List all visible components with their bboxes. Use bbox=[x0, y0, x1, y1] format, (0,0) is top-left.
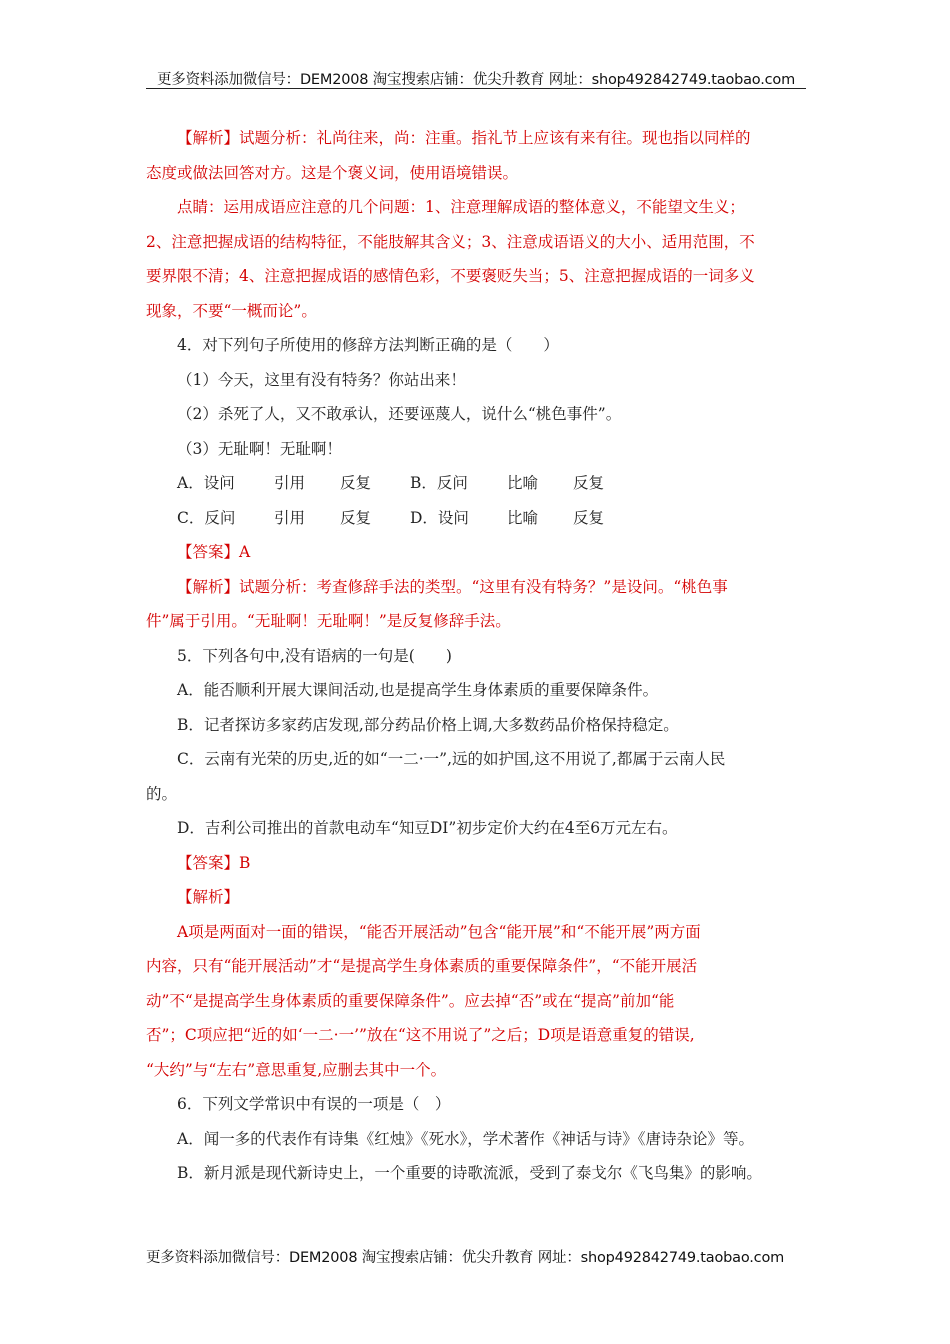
analysis-line: 动”不“是提高学生身体素质的重要保障条件”。应去掉“否”或在“提高”前加“能 bbox=[146, 991, 675, 1010]
question-5-analysis-label: 【解析】 bbox=[177, 888, 240, 906]
question-6-option: B．新月派是现代新诗史上，一个重要的诗歌流派，受到了泰戈尔《飞鸟集》的影响。 bbox=[177, 1164, 762, 1182]
question-4-sentence: （2）杀死了人，又不敢承认，还要诬蔑人，说什么“桃色事件”。 bbox=[177, 405, 622, 423]
analysis-line: 【解析】试题分析：礼尚往来，尚：注重。指礼节上应该有来有往。现也指以同样的 bbox=[177, 129, 751, 147]
analysis-line: 【解析】试题分析：考查修辞手法的类型。“这里有没有特务？”是设问。“桃色事 bbox=[177, 577, 728, 596]
page-footer: 更多资料添加微信号：DEM2008 淘宝搜索店铺：优尖升教育 网址：shop492842749.taobao.com bbox=[146, 1250, 785, 1266]
option-item: 比喻 bbox=[507, 474, 539, 492]
question-6-stem: 6．下列文学常识中有误的一项是（ ） bbox=[177, 1095, 451, 1113]
option-label: B．反问 bbox=[410, 474, 468, 492]
analysis-line: 态度或做法回答对方。这是个褒义词，使用语境错误。 bbox=[146, 163, 519, 182]
page-header: 更多资料添加微信号：DEM2008 淘宝搜索店铺：优尖升教育 网址：shop492842749.taobao.com bbox=[156, 72, 796, 88]
analysis-line: A项是两面对一面的错误，“能否开展活动”包含“能开展”和“不能开展”两方面 bbox=[177, 922, 701, 941]
question-6-option: A．闻一多的代表作有诗集《红烛》《死水》，学术著作《神话与诗》《唐诗杂论》等。 bbox=[177, 1129, 754, 1148]
analysis-line: 否”；C项应把“近的如‘一二·一’”放在“这不用说了”之后；D项是语意重复的错误, bbox=[146, 1026, 695, 1044]
tip-line: 要界限不清；4、注意把握成语的感情色彩，不要褒贬失当；5、注意把握成语的一词多义 bbox=[146, 267, 755, 285]
option-label: A．设问 bbox=[177, 474, 235, 492]
question-4-sentence: （3）无耻啊！无耻啊！ bbox=[177, 439, 342, 458]
tip-line: 2、注意把握成语的结构特征，不能肢解其含义；3、注意成语语义的大小、适用范围，不 bbox=[146, 232, 755, 251]
question-5-option: A．能否顺利开展大课间活动,也是提高学生身体素质的重要保障条件。 bbox=[177, 681, 659, 699]
option-label: D．设问 bbox=[410, 508, 469, 527]
option-item: 比喻 bbox=[507, 508, 539, 527]
option-item: 反复 bbox=[573, 508, 605, 527]
question-5-stem: 5．下列各句中,没有语病的一句是( ) bbox=[177, 646, 452, 665]
analysis-line: “大约”与“左右”意思重复,应删去其中一个。 bbox=[146, 1060, 447, 1079]
question-4-sentence: （1）今天，这里有没有特务？你站出来！ bbox=[177, 370, 466, 389]
analysis-line: 内容，只有“能开展活动”才“是提高学生身体素质的重要保障条件”，“不能开展活 bbox=[146, 957, 698, 975]
question-5-answer: 【答案】B bbox=[177, 853, 251, 872]
option-item: 引用 bbox=[274, 474, 306, 492]
question-5-option: C．云南有光荣的历史,近的如“一二·一”,远的如护国,这不用说了,都属于云南人民 bbox=[177, 750, 726, 768]
option-label: C．反问 bbox=[177, 508, 236, 527]
question-4-options-row bbox=[146, 504, 806, 539]
option-item: 反复 bbox=[573, 474, 605, 492]
question-5-option: D．吉利公司推出的首款电动车“知豆DI”初步定价大约在4至6万元左右。 bbox=[177, 819, 678, 837]
question-4-options-row bbox=[146, 469, 806, 504]
option-item: 引用 bbox=[274, 508, 306, 527]
question-4-stem: 4．对下列句子所使用的修辞方法判断正确的是（ ） bbox=[177, 336, 559, 354]
option-item: 反复 bbox=[340, 474, 372, 492]
question-5-option-continued: 的。 bbox=[146, 784, 178, 803]
question-5-option: B．记者探访多家药店发现,部分药品价格上调,大多数药品价格保持稳定。 bbox=[177, 715, 679, 734]
page-content bbox=[146, 124, 806, 1194]
question-4-answer: 【答案】A bbox=[177, 543, 251, 561]
tip-line: 点睛：运用成语应注意的几个问题：1、注意理解成语的整体意义，不能望文生义； bbox=[177, 198, 745, 216]
analysis-line: 件”属于引用。“无耻啊！无耻啊！”是反复修辞手法。 bbox=[146, 612, 511, 630]
header-rule bbox=[146, 88, 806, 89]
option-item: 反复 bbox=[340, 508, 372, 527]
tip-line: 现象，不要“一概而论”。 bbox=[146, 301, 317, 320]
